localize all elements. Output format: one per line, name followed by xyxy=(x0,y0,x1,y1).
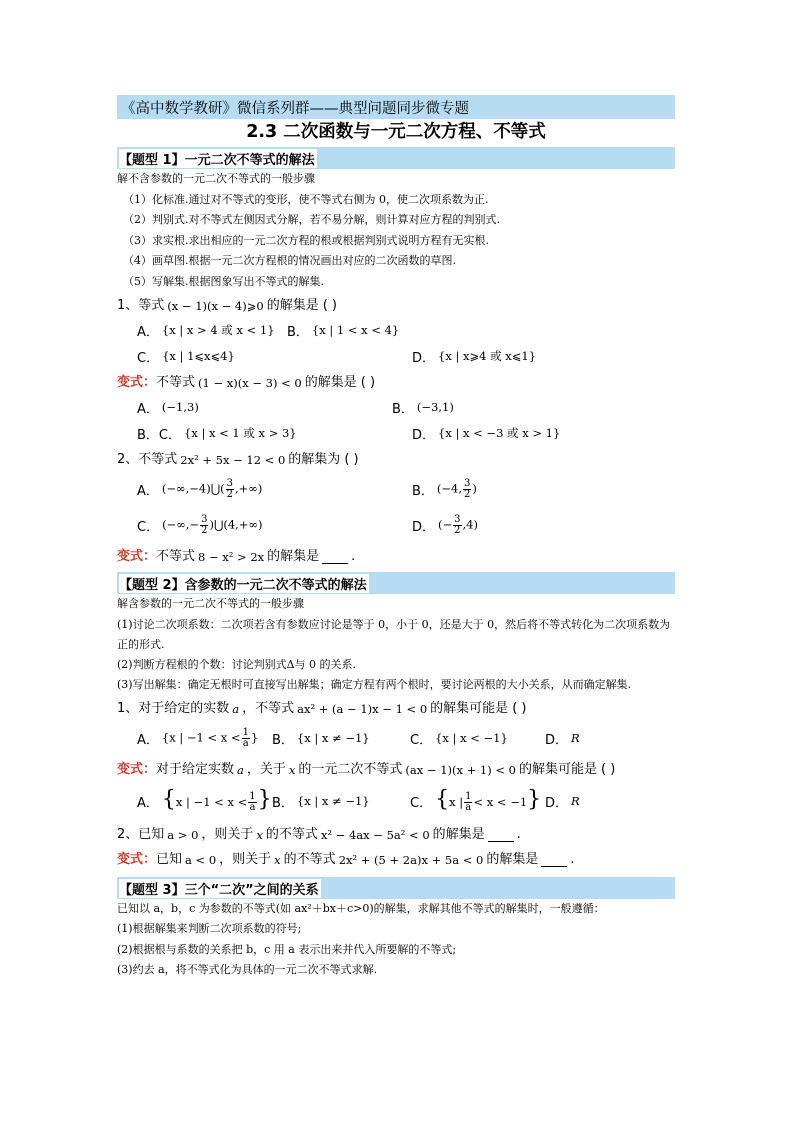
math-expression: x² − 4ax − 5a² < 0 xyxy=(320,828,430,842)
math-expression: (−1,3) xyxy=(161,400,199,414)
option-d xyxy=(545,792,583,811)
section-2-label: 【题型 2】含参数的一元二次不等式的解法 xyxy=(119,574,369,593)
fraction xyxy=(200,515,208,536)
section-1-step-3: （3）求实根.求出相应的一元二次方程的根或根据判别式说明方程有无实根. xyxy=(123,233,489,247)
answer-blank[interactable] xyxy=(541,854,567,867)
variant-1-2 xyxy=(117,546,675,568)
option-b xyxy=(392,398,457,417)
option-b xyxy=(272,729,410,748)
section-3-step-3: (3)约去 a，将不等式化为具体的一元二次不等式求解. xyxy=(117,963,378,976)
math-expression: (ax − 1)(x + 1) < 0 xyxy=(405,763,516,777)
option-d xyxy=(412,347,539,366)
fraction-numerator: 1 xyxy=(249,791,256,803)
option-letter: C． xyxy=(410,795,433,811)
fraction-numerator: 3 xyxy=(201,513,208,525)
fraction xyxy=(453,515,461,536)
option-c xyxy=(137,347,412,366)
option-b xyxy=(287,321,402,340)
fraction-numerator: 3 xyxy=(226,477,233,489)
fraction-numerator: 3 xyxy=(454,513,461,525)
section-1-step-4: （4）画草图.根据一元二次方程根的情况画出对应的二次函数的草图. xyxy=(123,254,456,267)
section-1-step-2: （2）判别式.对不等式左侧因式分解，若不易分解，则计算对应方程的判别式. xyxy=(123,213,500,226)
option-letter: B． xyxy=(287,324,309,340)
variant-tag: 变式： xyxy=(117,762,157,777)
question-text: . xyxy=(570,852,575,867)
expr-part: ,4) xyxy=(462,517,478,531)
option-letter: B． xyxy=(392,401,414,417)
section-2-step-2: (2)判断方程根的个数：讨论判别式Δ与 0 的关系. xyxy=(117,657,357,671)
question-1-1 xyxy=(117,295,675,317)
math-expression: x xyxy=(256,828,263,842)
question-text: 的解集是 xyxy=(266,298,319,313)
option-letter: D． xyxy=(545,795,569,811)
expr-part: < x < −1 xyxy=(473,794,528,809)
math-expression: (−3,1) xyxy=(416,400,454,414)
question-text: . xyxy=(516,827,521,842)
question-text: . xyxy=(351,549,356,564)
math-expression: a < 0 xyxy=(185,853,217,867)
option-letter: B． xyxy=(272,732,294,748)
question-text: ，不等式 xyxy=(242,701,295,716)
section-3-bar xyxy=(117,877,675,899)
answer-blank[interactable] xyxy=(322,551,348,564)
fraction-numerator: 1 xyxy=(242,726,249,738)
fraction xyxy=(242,728,250,749)
option-letter: C． xyxy=(137,350,160,366)
section-3-label: 【题型 3】三个“二次”之间的关系 xyxy=(119,879,321,898)
option-c xyxy=(137,424,412,443)
fraction-denominator: a xyxy=(242,737,249,749)
option-letter: A． xyxy=(137,732,159,748)
question-text: 的解集是 xyxy=(486,852,539,867)
math-expression: a xyxy=(232,702,240,716)
fraction-numerator: 1 xyxy=(465,791,472,803)
answer-blank[interactable] xyxy=(488,829,514,842)
question-text: 1、对于给定的实数 xyxy=(117,701,230,716)
question-text: 的一元二次不等式 xyxy=(298,762,403,777)
math-expression: {x | x⩾4 或 x⩽1} xyxy=(438,349,537,363)
question-text: 对于给定实数 xyxy=(156,762,235,777)
section-1-label: 【题型 1】一元二次不等式的解法 xyxy=(119,149,317,168)
expr-part: (−∞,−4)⋃( xyxy=(161,481,225,495)
section-2-step-1: (1)讨论二次项系数：二次项若含有参数应讨论是等于 0，小于 0，还是大于 0，然后将不等式转化为二次项系数为正的形式. xyxy=(117,617,671,651)
math-expression: 2x² + (5 + 2a)x + 5a < 0 xyxy=(338,853,484,867)
question-text: 的解集可能是 xyxy=(430,701,509,716)
expr-part: x | −1 < x < xyxy=(175,794,248,809)
expr-part: (−∞,− xyxy=(162,517,200,531)
section-1-step-1: （1）化标准.通过对不等式的变形，使不等式右侧为 0，使二次项系数为正. xyxy=(123,192,489,206)
question-text: ，关于 xyxy=(246,762,286,777)
math-expression: {x | x ≠ −1} xyxy=(296,794,370,808)
expr-part: ) xyxy=(472,481,477,495)
section-2-step-3: (3)写出解集：确定无根时可直接写出解集；确定方程有两个根时，要讨论两根的大小关系，从而确定解集. xyxy=(117,678,632,691)
option-letter: D． xyxy=(412,427,436,443)
option-a xyxy=(137,479,412,500)
math-expression xyxy=(437,479,477,500)
math-expression: 2x² + 5x − 12 < 0 xyxy=(180,453,286,467)
fraction-denominator: 2 xyxy=(454,524,461,536)
section-2-bar xyxy=(117,572,675,594)
fraction-denominator: 2 xyxy=(226,488,233,500)
option-letter: A． xyxy=(137,401,159,417)
option-d xyxy=(545,729,583,748)
expr-part: {x | −1 < x < xyxy=(161,730,241,744)
question-text: 不等式 xyxy=(156,375,196,390)
series-header: 《高中数学教研》微信系列群——典型问题同步微专题 xyxy=(121,100,469,117)
options-row xyxy=(137,343,675,369)
variant-tag: 变式： xyxy=(117,549,157,564)
page-title: 2.3 二次函数与一元二次方程、不等式 xyxy=(246,122,546,142)
math-expression: a > 0 xyxy=(167,828,199,842)
expr-part: (−4, xyxy=(436,481,463,495)
option-letter: A． xyxy=(137,483,159,499)
right-brace: } xyxy=(257,786,272,812)
option-a xyxy=(137,398,392,417)
section-1-bar xyxy=(117,147,675,169)
math-expression xyxy=(162,515,262,536)
question-2-2 xyxy=(117,824,675,846)
option-b xyxy=(272,792,410,811)
section-3-step-1: (1)根据解集来判断二次项系数的符号; xyxy=(117,922,302,935)
option-letter: B．C． xyxy=(137,427,181,443)
options-row xyxy=(137,720,675,756)
math-expression xyxy=(435,786,542,814)
option-letter: C． xyxy=(410,732,433,748)
option-c xyxy=(137,515,412,536)
question-text: 的解集是 xyxy=(304,375,357,390)
option-d xyxy=(412,515,481,536)
section-2-intro: 解含参数的一元二次不等式的一般步骤 xyxy=(117,597,304,610)
math-expression: (x − 1)(x − 4)⩾0 xyxy=(167,299,264,313)
math-expression: {x | x < −1} xyxy=(435,731,508,745)
expr-part: x | xyxy=(449,794,464,809)
math-expression: ax² + (a − 1)x − 1 < 0 xyxy=(297,702,428,716)
left-brace: { xyxy=(435,786,450,812)
question-text: 不等式 xyxy=(156,549,196,564)
math-expression xyxy=(161,786,272,814)
answer-paren: ( ) xyxy=(601,762,616,777)
math-expression xyxy=(438,515,478,536)
question-text: 2、不等式 xyxy=(117,452,178,467)
math-expression: x xyxy=(274,853,281,867)
answer-paren: ( ) xyxy=(344,452,359,467)
math-expression: 8 − x² > 2x xyxy=(198,550,265,564)
options-row xyxy=(137,471,675,507)
fraction-denominator: a xyxy=(249,802,256,814)
option-d xyxy=(412,424,563,443)
options-row xyxy=(137,317,675,343)
series-header-bar xyxy=(117,95,675,119)
question-text: ，则关于 xyxy=(219,852,272,867)
expr-part: (− xyxy=(438,517,453,531)
question-text: 2、已知 xyxy=(117,827,165,842)
math-expression xyxy=(162,728,258,749)
fraction xyxy=(226,479,234,500)
fraction-denominator: a xyxy=(465,802,472,814)
variant-tag: 变式： xyxy=(117,852,157,867)
right-brace: } xyxy=(527,786,542,812)
option-c xyxy=(410,786,545,814)
option-c xyxy=(410,729,545,748)
math-expression: {x | x < −3 或 x > 1} xyxy=(438,426,561,440)
option-letter: C． xyxy=(137,519,160,535)
section-1-step-5: （5）写解集.根据图象写出不等式的解集. xyxy=(123,274,324,288)
document-page xyxy=(117,95,675,981)
question-text: 的不等式 xyxy=(265,827,318,842)
fraction-numerator: 3 xyxy=(464,477,471,489)
option-letter: A． xyxy=(137,324,159,340)
options-row xyxy=(137,420,675,446)
math-expression xyxy=(162,479,262,500)
option-a xyxy=(137,321,287,340)
variant-2-1 xyxy=(117,759,675,781)
options-row xyxy=(137,394,675,420)
fraction-denominator: 2 xyxy=(464,488,471,500)
section-1-intro: 解不含参数的一元二次不等式的一般步骤 xyxy=(117,172,315,185)
fraction xyxy=(464,792,472,813)
variant-2-2 xyxy=(117,849,675,871)
option-b xyxy=(412,479,480,500)
expr-part: ,+∞) xyxy=(235,481,263,495)
math-expression: {x | x ≠ −1} xyxy=(296,731,370,745)
question-text: 的解集可能是 xyxy=(519,762,598,777)
option-letter: A． xyxy=(137,795,159,811)
answer-paren: ( ) xyxy=(322,298,337,313)
option-letter: B． xyxy=(412,483,434,499)
question-text: 的解集为 xyxy=(288,452,341,467)
question-2-1 xyxy=(117,698,675,720)
math-expression: R xyxy=(571,731,580,745)
question-text: 1、等式 xyxy=(117,298,165,313)
options-row xyxy=(137,507,675,543)
options-row xyxy=(137,781,675,821)
math-expression: x xyxy=(288,763,296,777)
answer-paren: ( ) xyxy=(360,375,376,390)
question-text: 已知 xyxy=(156,852,183,867)
section-3-intro: 已知以 a，b，c 为参数的不等式(如 ax²＋bx＋c>0)的解集，求解其他不等式的解集时，一般遵循： xyxy=(117,902,605,915)
option-letter: B． xyxy=(272,795,294,811)
variant-tag: 变式： xyxy=(117,375,157,390)
math-expression: {x | 1 < x < 4} xyxy=(311,323,400,337)
option-letter: D． xyxy=(545,732,569,748)
math-expression: {x | x < 1 或 x > 3} xyxy=(184,426,297,440)
option-letter: D． xyxy=(412,350,436,366)
expr-part: )⋃(4,+∞) xyxy=(209,517,263,531)
variant-1-1 xyxy=(117,372,675,394)
question-1-2 xyxy=(117,449,675,471)
option-a xyxy=(137,786,272,814)
expr-part: } xyxy=(250,730,259,744)
fraction xyxy=(463,479,471,500)
left-brace: { xyxy=(161,786,176,812)
question-text: 的不等式 xyxy=(283,852,336,867)
option-letter: D． xyxy=(412,519,436,535)
question-text: 的解集是 xyxy=(432,827,485,842)
math-expression: {x | 1⩽x⩽4} xyxy=(162,349,235,363)
answer-paren: ( ) xyxy=(512,701,527,716)
section-3-step-2: (2)根据根与系数的关系把 b，c 用 a 表示出来并代入所要解的不等式; xyxy=(117,942,457,956)
fraction xyxy=(248,792,256,813)
math-expression: R xyxy=(571,794,580,808)
question-text: 的解集是 xyxy=(267,549,320,564)
fraction-denominator: 2 xyxy=(201,524,208,536)
math-expression: a xyxy=(237,763,244,777)
math-expression: {x | x > 4 或 x < 1} xyxy=(161,323,275,337)
option-a xyxy=(137,728,272,749)
question-text: ，则关于 xyxy=(201,827,254,842)
math-expression: (1 − x)(x − 3) < 0 xyxy=(198,376,302,390)
